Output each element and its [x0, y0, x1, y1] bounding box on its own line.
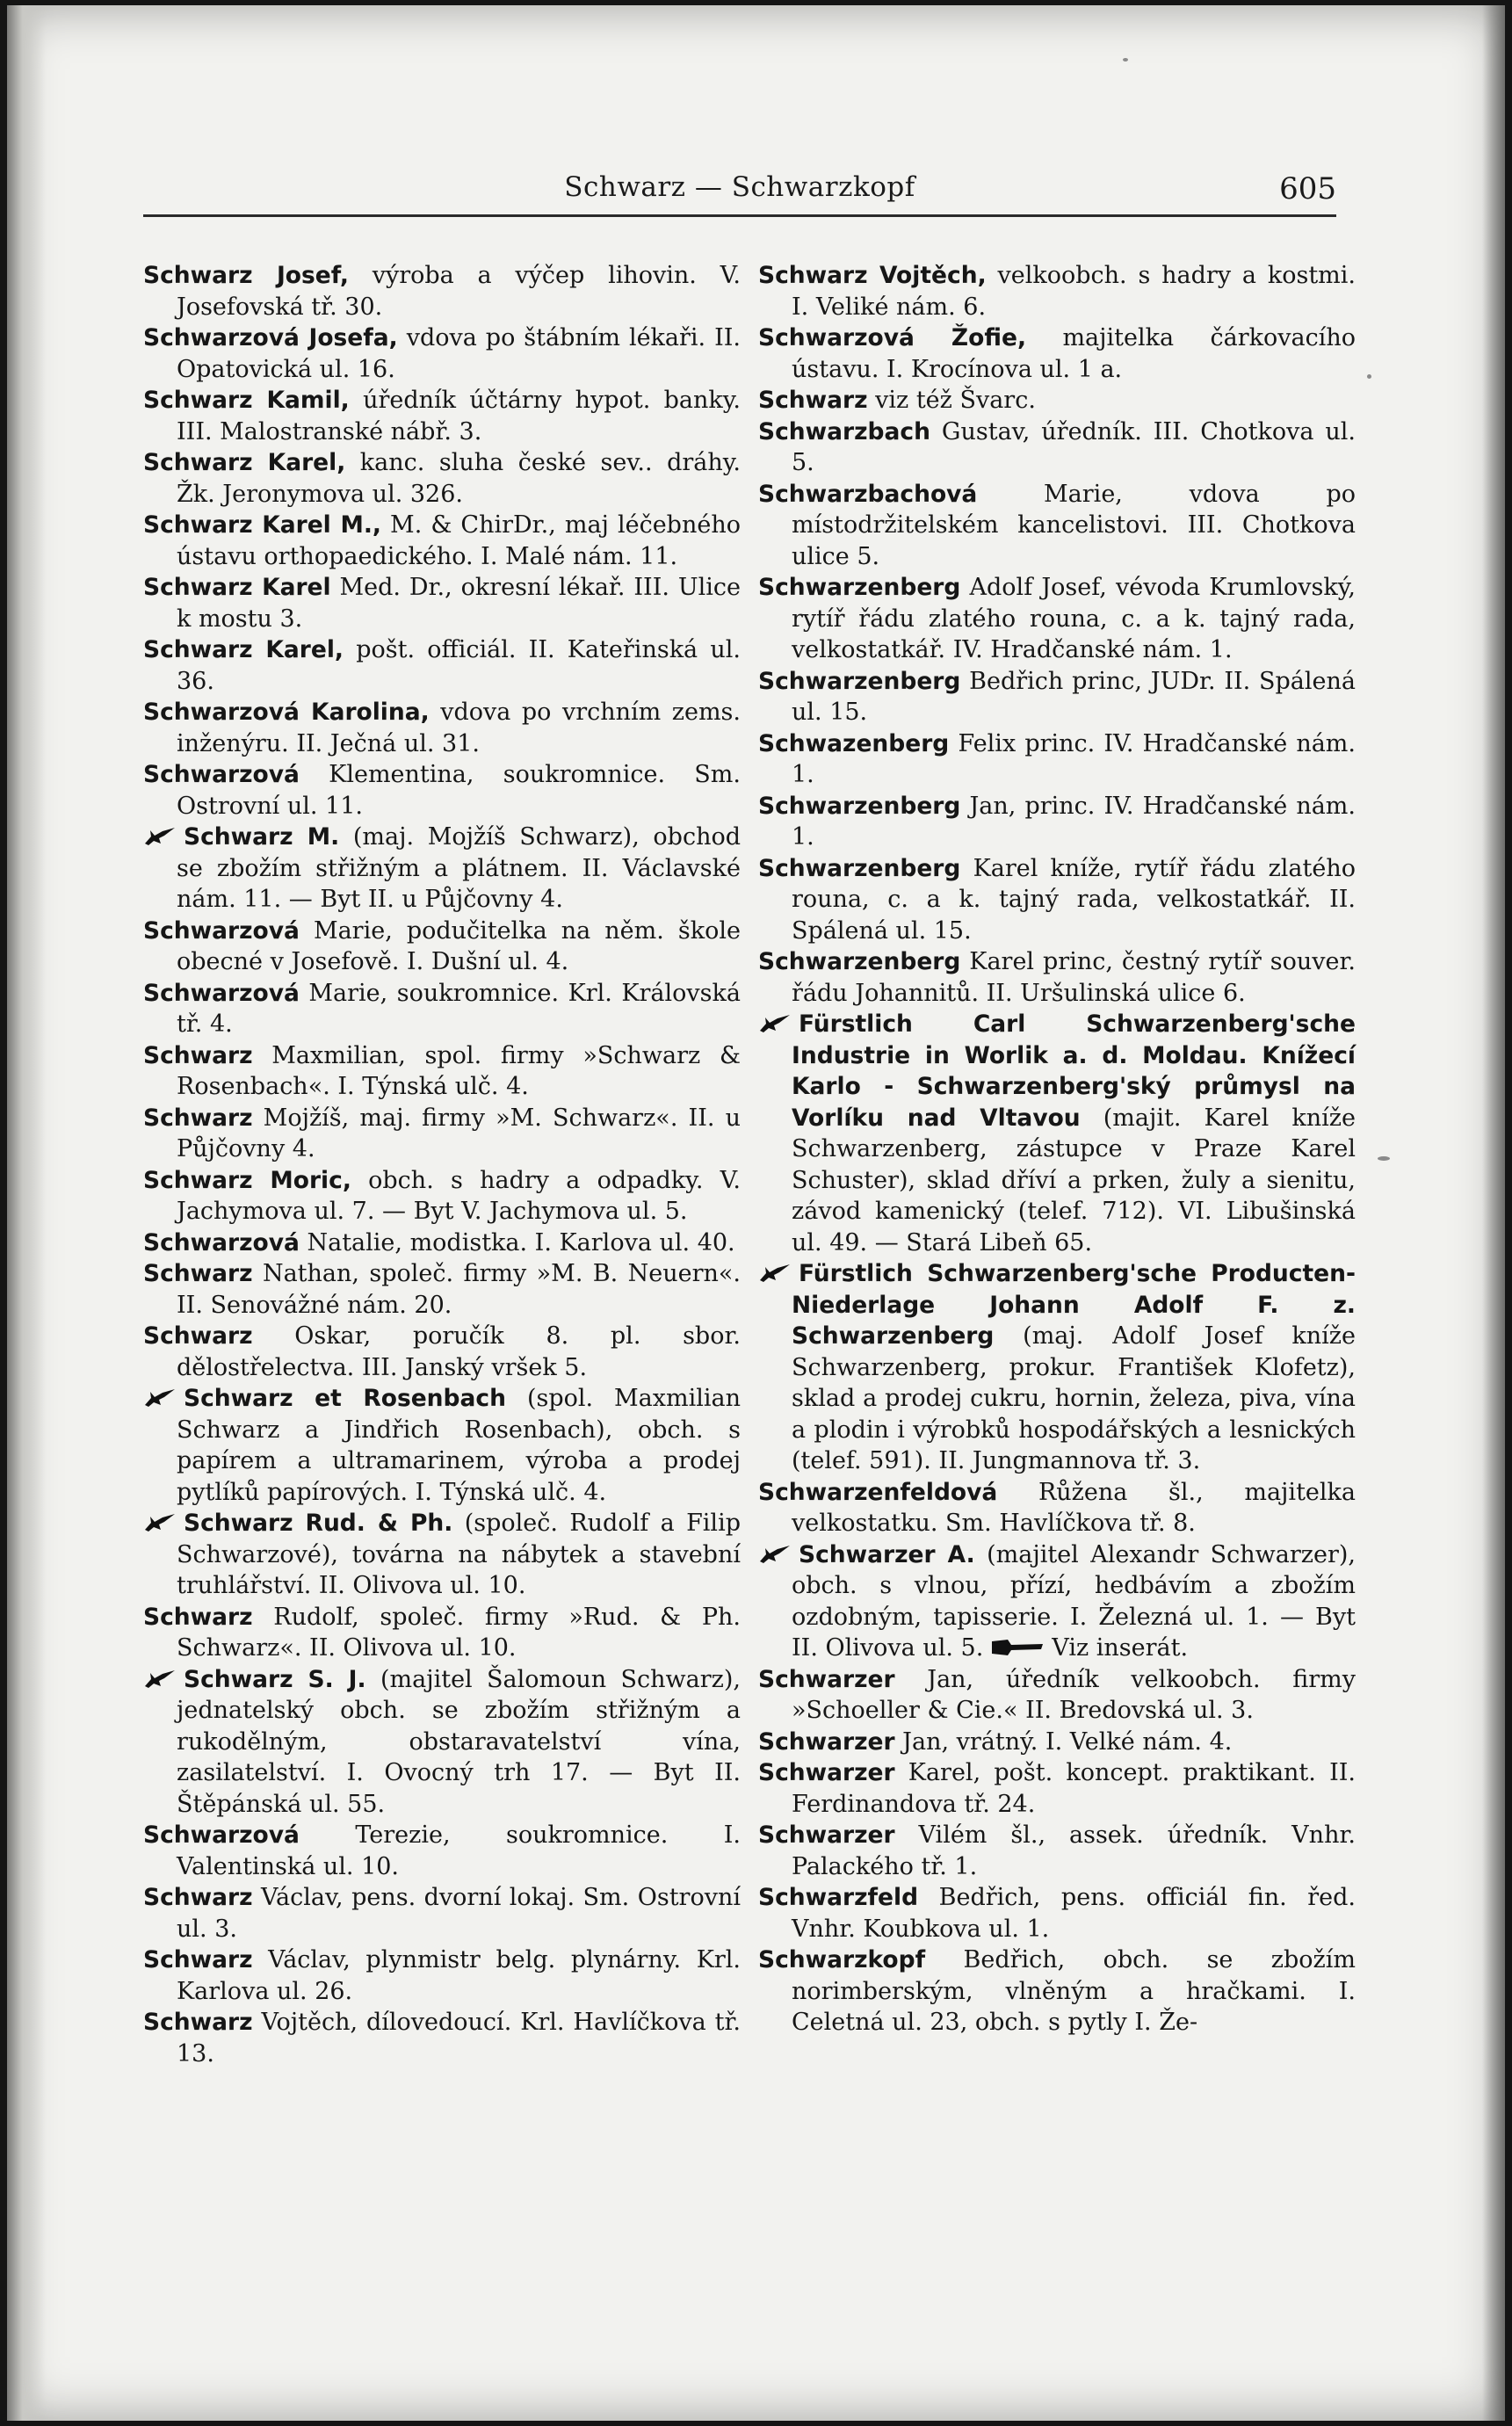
- directory-page: [7, 5, 1505, 2421]
- entry-detail: Bedřich, pens. officiál fin. řed. Vnhr. Koubkova ul. 1.: [792, 1884, 1356, 1943]
- directory-entry: [758, 1258, 1356, 1477]
- entry-name: Schwarzenberg: [758, 948, 961, 975]
- paper-speck: [1378, 1156, 1390, 1161]
- entry-detail: Karel, pošt. koncept. praktikant. II. Ferdinandova tř. 24.: [792, 1759, 1356, 1818]
- entry-detail: Med. Dr., okresní lékař. III. Ulice k mostu 3.: [177, 574, 741, 633]
- entry-name: Schwarzenfeldová: [758, 1478, 998, 1506]
- entry-name: Schwarzenberg: [758, 792, 961, 820]
- entry-name: Schwarz: [143, 2009, 253, 2036]
- pointing-hand-icon: [143, 826, 177, 847]
- entry-name: Schwarz Vojtěch,: [758, 262, 987, 289]
- directory-entry: [143, 2007, 741, 2069]
- entry-detail: (maj. Adolf Josef kníže Schwarzenberg, prokur. František Klofetz), sklad a prodej cukru, hornin, železa, piva, vína a plodin i výrobků hospodářských a lesnických (telef. 591). II. Jungmannova tř. 3.: [792, 1322, 1356, 1474]
- entry-name: Schwarzová: [143, 1228, 300, 1256]
- header-rule: [143, 214, 1336, 217]
- directory-entry: [143, 634, 741, 697]
- directory-entry: [143, 822, 741, 916]
- entry-detail: Vojtěch, dílovedoucí. Krl. Havlíčkova tř. 13.: [177, 2009, 741, 2068]
- entry-detail: vdova po vrchním zems. inženýru. II. Ječná ul. 31.: [177, 699, 741, 757]
- entry-detail: Adolf Josef, vévoda Krumlovský, rytíř řádu zlatého rouna, c. a k. tajný rada, velkostatkář. IV. Hradčanské nám. 1.: [792, 574, 1356, 663]
- entry-detail: Mojžíš, maj. firmy »M. Schwarz«. II. u Půjčovny 4.: [177, 1104, 741, 1162]
- page-number: 605: [1279, 171, 1336, 206]
- directory-entry: [143, 1383, 741, 1508]
- entry-name: Schwarzbachová: [758, 480, 978, 508]
- entry-detail: výroba a výčep lihovin. V. Josefovská tř. 30.: [177, 262, 741, 321]
- right-column: [758, 260, 1356, 2039]
- entry-name: Schwarz Karel,: [143, 449, 346, 476]
- directory-entry: [143, 572, 741, 634]
- entry-name: Schwarzer A.: [799, 1540, 975, 1568]
- entry-name: Schwarz M.: [184, 823, 340, 851]
- entry-detail: Karel princ, čestný rytíř souver. řádu Johannitů. II. Uršulinská ulice 6.: [792, 948, 1356, 1007]
- entry-name: Schwarzová: [143, 916, 300, 945]
- directory-entry: [143, 1882, 741, 1944]
- entry-name: Schwazenberg: [758, 729, 950, 757]
- entry-detail: Marie, vdova po místodržitelském kancelistovi. III. Chotkova ulice 5.: [792, 480, 1356, 570]
- entry-name: Schwarzenberg: [758, 667, 961, 695]
- entry-name: Schwarz: [143, 1104, 253, 1132]
- entry-name: Schwarzenberg: [758, 574, 961, 601]
- entry-detail: Růžena šl., majitelka velkostatku. Sm. Havlíčkova tř. 8.: [792, 1478, 1356, 1537]
- directory-entry: [143, 385, 741, 447]
- entry-name: Schwarzová Josefa,: [143, 324, 398, 351]
- entry-name: Schwarzbach: [758, 417, 930, 445]
- entry-name: Schwarzová: [143, 979, 300, 1007]
- directory-entry: [143, 260, 741, 322]
- entry-detail: Klementina, soukromnice. Sm. Ostrovní ul. 11.: [177, 761, 741, 820]
- entry-name: Schwarz: [143, 1884, 253, 1911]
- directory-entry: [143, 1227, 741, 1259]
- directory-entry: [143, 1103, 741, 1165]
- left-column: [143, 260, 741, 2069]
- entry-detail: Vilém šl., assek. úředník. Vnhr. Palackého tř. 1.: [792, 1821, 1356, 1880]
- entry-detail: Oskar, poručík 8. pl. sbor. dělostřelectva. III. Janský vršek 5.: [177, 1322, 741, 1381]
- entry-name: Schwarz: [758, 387, 868, 414]
- entry-name: Schwarz Kamil,: [143, 387, 350, 414]
- entry-detail: Jan, úředník velkoobch. firmy »Schoeller & Cie.« II. Bredovská ul. 3.: [792, 1665, 1356, 1724]
- paper-speck: [1123, 58, 1128, 62]
- directory-entry: [758, 479, 1356, 573]
- directory-entry: [143, 447, 741, 510]
- pointing-hand-icon: [143, 1387, 177, 1409]
- entry-detail: velkoobch. s hadry a kostmi. I. Veliké nám. 6.: [792, 262, 1356, 321]
- entry-detail: Nathan, společ. firmy »M. B. Neuern«. II. Senovážné nám. 20.: [177, 1260, 741, 1319]
- pointing-hand-icon: [143, 1669, 177, 1690]
- entry-detail: Bedřich, obch. se zbožím norimberským, vlněným a hračkami. I. Celetná ul. 23, obch. s pytly I. Že-: [792, 1946, 1356, 2036]
- pointing-hand-icon: [758, 1263, 792, 1284]
- entry-detail: majitelka čárkovacího ústavu. I. Krocínova ul. 1 a.: [792, 324, 1356, 383]
- directory-entry: [143, 1258, 741, 1321]
- entry-name: Schwarz: [143, 1946, 253, 1973]
- entry-name: Schwarz: [143, 1322, 253, 1350]
- directory-entry: [143, 1820, 741, 1882]
- directory-entry: [758, 728, 1356, 791]
- entry-name: Schwarz Karel,: [143, 636, 344, 663]
- entry-name: Schwarz: [143, 1260, 253, 1287]
- entry-detail: viz též Švarc.: [875, 387, 1036, 414]
- entry-name: Schwarz: [143, 1041, 253, 1069]
- entry-name: Schwarz Rud. & Ph.: [184, 1510, 453, 1537]
- entry-detail: úředník účtárny hypot. banky. III. Malostranské nábř. 3.: [177, 387, 741, 445]
- entry-detail: Václav, plynmistr belg. plynárny. Krl. Karlova ul. 26.: [177, 1946, 741, 2005]
- entry-name: Schwarzová Karolina,: [143, 699, 430, 726]
- directory-entry: [758, 1477, 1356, 1539]
- entry-name: Schwarzer: [758, 1759, 895, 1786]
- directory-entry: [758, 1727, 1356, 1758]
- entry-detail: Terezie, soukromnice. I. Valentinská ul. 10.: [177, 1821, 741, 1880]
- entry-name: Schwarz Josef,: [143, 262, 349, 289]
- entry-detail: Jan, princ. IV. Hradčanské nám. 1.: [792, 792, 1356, 851]
- entry-detail: (společ. Rudolf a Filip Schwarzové), továrna na nábytek a stavební truhlářství. II. Olivova ul. 10.: [177, 1510, 741, 1599]
- page-header: [143, 166, 1336, 219]
- entry-name: Schwarz Karel M.,: [143, 511, 381, 539]
- entry-detail: Rudolf, společ. firmy »Rud. & Ph. Schwarz«. II. Olivova ul. 10.: [177, 1603, 741, 1662]
- directory-entry: [143, 1321, 741, 1383]
- paper-speck: [1367, 374, 1371, 379]
- entry-detail: M. & ChirDr., maj léčebného ústavu orthopaedického. I. Malé nám. 11.: [177, 511, 741, 570]
- directory-entry: [758, 1820, 1356, 1882]
- entry-name: Schwarz et Rosenbach: [184, 1385, 506, 1412]
- entry-detail: (majit. Karel kníže Schwarzenberg, zástupce v Praze Karel Schuster), sklad dříví a prken, žuly a sienitu, závod kamenický (telef. 712). VI. Libušinská ul. 49. — Stará Libeň 65.: [792, 1104, 1356, 1256]
- entry-name: Schwarzer: [758, 1727, 895, 1756]
- entry-name: Schwarzová: [143, 1821, 300, 1849]
- entry-name: Schwarz Karel: [143, 574, 331, 601]
- directory-entry: [143, 916, 741, 978]
- directory-entry: [758, 1944, 1356, 2039]
- directory-entry: [758, 260, 1356, 322]
- directory-entry: [143, 1664, 741, 1821]
- entry-detail: Natalie, modistka. I. Karlova ul. 40.: [307, 1228, 735, 1256]
- entry-name: Schwarz Moric,: [143, 1166, 351, 1194]
- directory-entry: [143, 322, 741, 385]
- entry-detail: (majitel Šalomoun Schwarz), jednatelský obch. se zbožím střižným a rukodělným, obstaravatelství vína, zasilatelství. I. Ovocný trh 17. — Byt II. Štěpánská ul. 55.: [177, 1665, 741, 1818]
- directory-entry: [758, 853, 1356, 947]
- entry-detail: Karel kníže, rytíř řádu zlatého rouna, c. a k. tajný rada, velkostatkář. II. Spálená ul. 15.: [792, 854, 1356, 945]
- entry-name: Schwarzová: [143, 761, 300, 788]
- directory-entry: [758, 385, 1356, 416]
- directory-entry: [143, 1602, 741, 1664]
- pointing-hand-icon: [758, 1013, 792, 1034]
- entry-detail: Maxmilian, spol. firmy »Schwarz & Rosenbach«. I. Týnská ulč. 4.: [177, 1041, 741, 1100]
- running-head: Schwarz — Schwarzkopf: [564, 171, 915, 203]
- directory-entry: [143, 510, 741, 572]
- directory-entry: [143, 1508, 741, 1602]
- entry-name: Schwarz: [143, 1603, 253, 1631]
- entry-detail: (maj. Mojžíš Schwarz), obchod se zbožím střižným a plátnem. II. Václavské nám. 11. — Byt II. u Půjčovny 4.: [177, 823, 741, 913]
- directory-entry: [143, 697, 741, 759]
- entry-detail: vdova po štábním lékaři. II. Opatovická ul. 16.: [177, 324, 741, 383]
- directory-entry: [143, 759, 741, 822]
- directory-entry: [758, 1757, 1356, 1820]
- directory-entry: [758, 1664, 1356, 1727]
- entry-name: Schwarzkopf: [758, 1946, 926, 1973]
- entry-detail: Marie, podučitelka na něm. škole obecné v Josefově. I. Dušní ul. 4.: [177, 916, 741, 975]
- directory-entry: [758, 791, 1356, 853]
- entry-detail: obch. s hadry a odpadky. V. Jachymova ul. 7. — Byt V. Jachymova ul. 5.: [177, 1166, 741, 1225]
- entry-detail: Václav, pens. dvorní lokaj. Sm. Ostrovní ul. 3.: [177, 1884, 741, 1943]
- directory-entry: [758, 572, 1356, 666]
- directory-entry: [143, 1165, 741, 1227]
- directory-entry: [758, 1539, 1356, 1664]
- entry-detail: Marie, soukromnice. Krl. Královská tř. 4.: [177, 979, 741, 1038]
- directory-entry: [758, 946, 1356, 1009]
- entry-name: Schwarzová Žofie,: [758, 324, 1027, 351]
- entry-detail: (majitel Alexandr Schwarzer), obch. s vlnou, přízí, hedbávím a zbožím ozdobným, tapisserie. I. Železná ul. 1. — Byt II. Olivova ul. 5.: [792, 1540, 1356, 1662]
- entry-detail: Felix princ. IV. Hradčanské nám. 1.: [792, 729, 1356, 788]
- pointing-hand-icon: [758, 1544, 792, 1565]
- entry-detail: Jan, vrátný. I. Velké nám. 4.: [902, 1727, 1233, 1756]
- advertisement-reference: Viz inserát.: [1052, 1634, 1189, 1662]
- entry-detail: (spol. Maxmilian Schwarz a Jindřich Rosenbach), obch. s papírem a ultramarinem, výroba a prodej pytlíků papírových. I. Týnská ulč. 4.: [177, 1385, 741, 1506]
- entry-name: Schwarzer: [758, 1665, 895, 1693]
- directory-entry: [758, 416, 1356, 479]
- entry-name: Fürstlich Schwarzenberg'sche Producten-Niederlage Johann Adolf F. z. Schwarzenberg: [792, 1260, 1356, 1350]
- directory-entry: [143, 1944, 741, 2007]
- advertisement-arrow-icon: [990, 1638, 1045, 1657]
- entry-detail: kanc. sluha české sev.. dráhy. Žk. Jeronymova ul. 326.: [177, 449, 741, 508]
- directory-entry: [758, 1882, 1356, 1944]
- entry-name: Fürstlich Carl Schwarzenberg'sche Industrie in Worlik a. d. Moldau. Knížecí Karlo - Schwarzenberg'ský průmysl na Vorlíku nad Vltavou: [792, 1010, 1356, 1132]
- entry-name: Schwarzenberg: [758, 854, 961, 882]
- directory-entry: [143, 1040, 741, 1103]
- directory-entry: [143, 978, 741, 1040]
- directory-entry: [758, 666, 1356, 728]
- entry-name: Schwarzfeld: [758, 1884, 919, 1911]
- entry-name: Schwarz S. J.: [184, 1665, 366, 1693]
- pointing-hand-icon: [143, 1512, 177, 1533]
- entry-detail: Gustav, úředník. III. Chotkova ul. 5.: [792, 417, 1356, 476]
- directory-entry: [758, 1009, 1356, 1258]
- entry-detail: pošt. officiál. II. Kateřinská ul. 36.: [177, 636, 741, 695]
- entry-detail: Bedřich princ, JUDr. II. Spálená ul. 15.: [792, 667, 1356, 726]
- directory-entry: [758, 322, 1356, 385]
- entry-name: Schwarzer: [758, 1821, 895, 1849]
